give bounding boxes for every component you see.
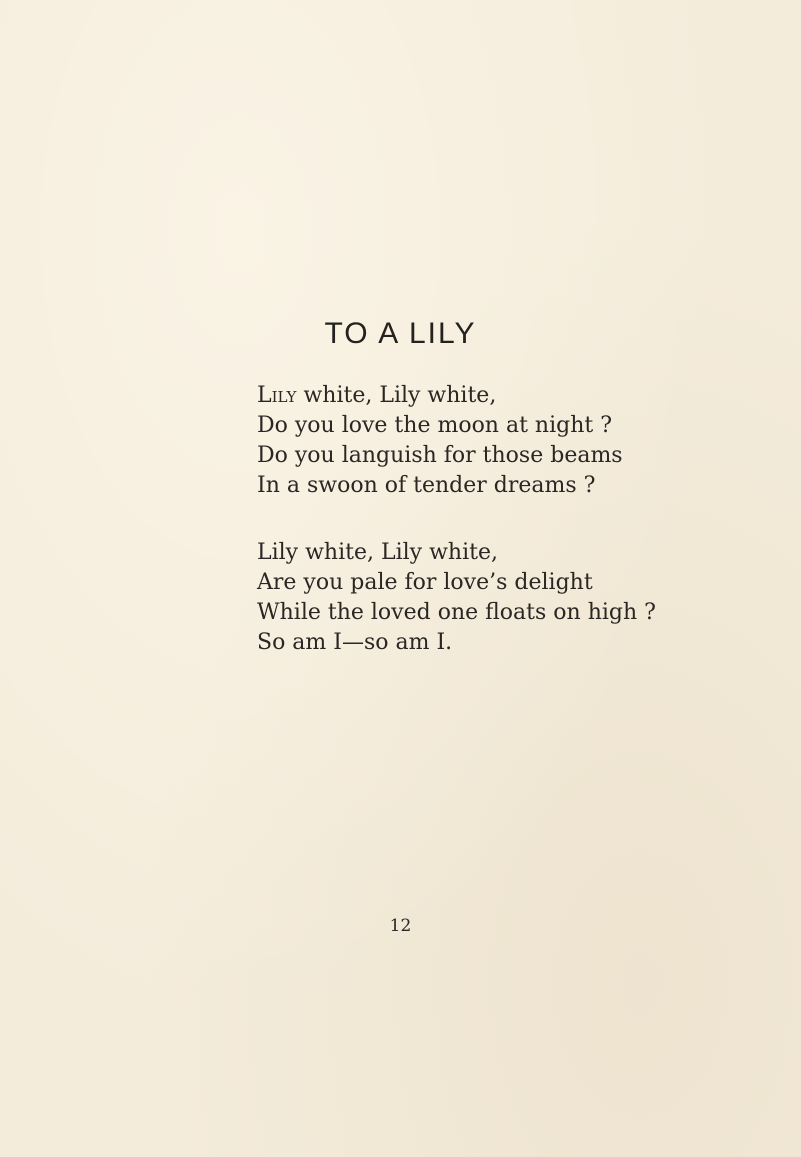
poem-line: In a swoon of tender dreams ? <box>257 473 596 498</box>
stanza-2 <box>257 538 777 658</box>
stanza-1 <box>257 381 777 501</box>
poem-line: So am I—so am I. <box>257 630 453 655</box>
poem-line-rest: white, Lily white, <box>296 383 497 408</box>
poem-line <box>257 381 777 411</box>
poem-line: Do you love the moon at night ? <box>257 413 613 438</box>
poem-line: Lily white, Lily white, <box>257 540 498 565</box>
page-number: 12 <box>389 916 412 936</box>
poem-title: TO A LILY <box>324 317 477 350</box>
poem-line: Are you pale for love’s delight <box>257 570 593 595</box>
poem-line: Do you languish for those beams <box>257 443 623 468</box>
poem-line-lead: Lily <box>257 383 297 408</box>
poem-line: While the loved one floats on high ? <box>257 600 656 625</box>
